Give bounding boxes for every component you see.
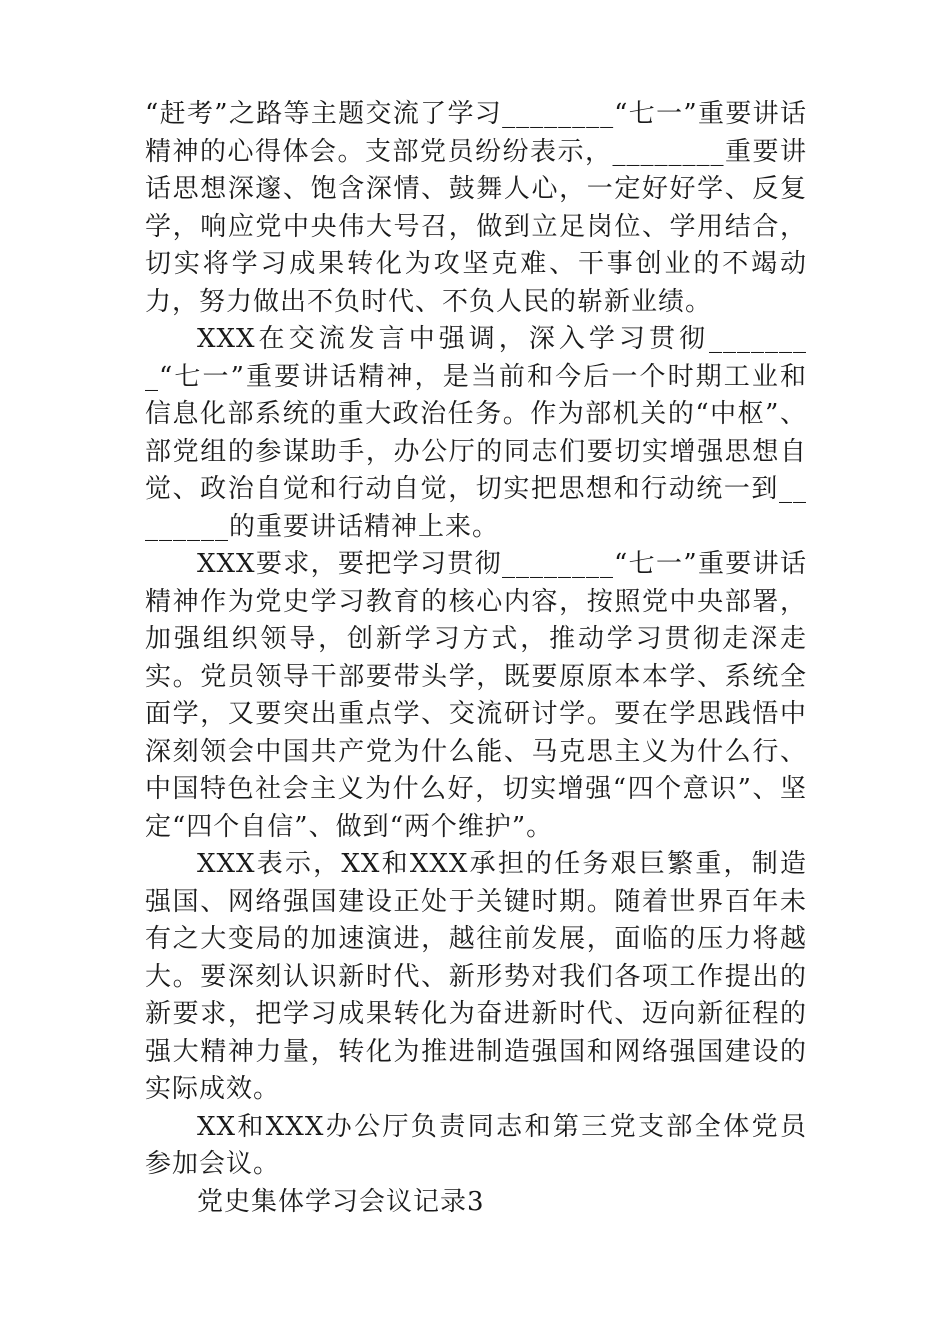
paragraph-4: XXX表示，XX和XXX承担的任务艰巨繁重，制造强国、网络强国建设正处于关键时期。随着世界百年未有之大变局的加速演进，越往前发展，面临的压力将越大。要深刻认识新时代、新形势对我们各项工作提出的新要求，把学习成果转化为奋进新时代、迈向新征程的强大精神力量，转化为推进制造强国和网络强国建设的实际成效。	[145, 849, 807, 1104]
paragraph-3: XXX要求，要把学习贯彻________“七一”重要讲话精神作为党史学习教育的核心内容，按照党中央部署，加强组织领导，创新学习方式，推动学习贯彻走深走实。党员领导干部要带头学，既要原原本本学、系统全面学，又要突出重点学、交流研讨学。要在学思践悟中深刻领会中国共产党为什么能、马克思主义为什么行、中国特色社会主义为什么好，切实增强“四个意识”、坚定“四个自信”、做到“两个维护”。	[145, 549, 807, 842]
paragraph-5: XX和XXX办公厅负责同志和第三党支部全体党员参加会议。	[145, 1111, 807, 1179]
section-heading: 党史集体学习会议记录3	[197, 1186, 485, 1217]
paragraph-1: “赶考”之路等主题交流了学习________“七一”重要讲话精神的心得体会。支部党员纷纷表示，________重要讲话思想深邃、饱含深情、鼓舞人心，一定好好学、反复学，响应党中央伟大号召，做到立足岗位、学用结合，切实将学习成果转化为攻坚克难、干事创业的不竭动力，努力做出不负时代、不负人民的崭新业绩。	[145, 99, 807, 317]
document-body	[145, 96, 807, 1221]
paragraph-2: XXX在交流发言中强调，深入学习贯彻________“七一”重要讲话精神，是当前和今后一个时期工业和信息化部系统的重大政治任务。作为部机关的“中枢”、部党组的参谋助手，办公厅的同志们要切实增强思想自觉、政治自觉和行动自觉，切实把思想和行动统一到________的重要讲话精神上来。	[145, 324, 807, 542]
